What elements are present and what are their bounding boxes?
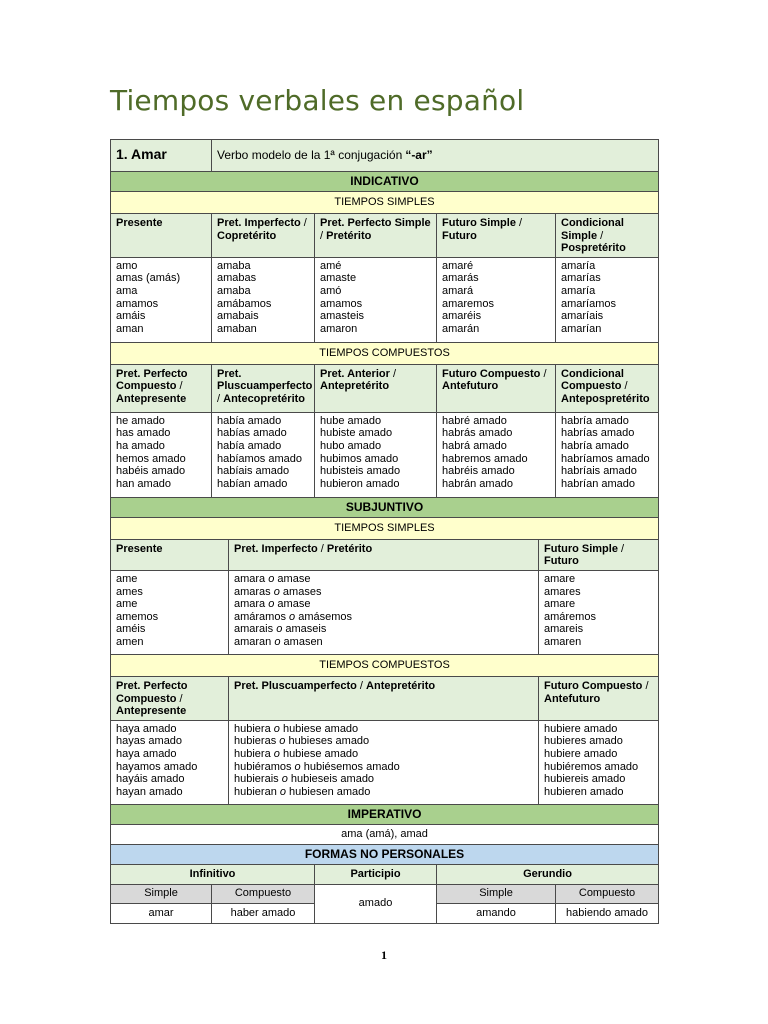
conjugation-forms: [315, 412, 437, 497]
conjugated-form: había amado: [217, 439, 282, 452]
conjugated-form: ha amado: [116, 439, 165, 452]
subjuntivo-compuestos-header: TIEMPOS COMPUESTOS: [111, 654, 659, 676]
conjugated-form: hubiera o hubiese amado: [234, 722, 359, 735]
infinitivo-header: Infinitivo: [111, 864, 315, 884]
conjugated-form: habríamos amado: [561, 452, 650, 465]
conjugated-form: hubimos amado: [320, 452, 399, 465]
conjugated-form: habrías amado: [561, 427, 635, 440]
imperativo-row: [111, 824, 659, 844]
conjugated-form: améis: [116, 623, 146, 636]
conjugated-form: habrá amado: [442, 439, 507, 452]
conjugated-form: he amado: [116, 414, 165, 427]
tense-header-row: [111, 364, 659, 412]
conjugated-form: amara o amase: [234, 572, 311, 585]
conjugated-form: habrán amado: [442, 477, 513, 490]
conjugated-form: hubieron amado: [320, 477, 400, 490]
conjugated-form: hayáis amado: [116, 773, 185, 786]
conjugated-form: amarían: [561, 322, 602, 335]
conjugated-form: había amado: [217, 414, 282, 427]
conjugated-form: habrían amado: [561, 477, 635, 490]
imperativo-forms: ama (amá), amad: [111, 824, 659, 844]
conjugation-row: [111, 257, 659, 342]
conjugated-form: ames: [116, 585, 143, 598]
conjugated-form: ama: [116, 284, 138, 297]
formas-no-personales-header: FORMAS NO PERSONALES: [111, 844, 659, 864]
page-number: 1: [381, 948, 387, 962]
tense-name: Futuro Simple / Futuro: [437, 214, 556, 258]
conjugated-form: amaras o amases: [234, 585, 322, 598]
conjugation-forms: [212, 257, 315, 342]
conjugation-forms: [539, 720, 659, 804]
conjugation-row: [111, 412, 659, 497]
conjugated-form: amarías: [561, 272, 601, 285]
conjugated-form: hubiste amado: [320, 427, 393, 440]
participio-header: Participio: [315, 864, 437, 884]
conjugated-form: hubiere amado: [544, 722, 618, 735]
conjugated-form: amáramos o amásemos: [234, 610, 353, 623]
conjugated-form: hubieres amado: [544, 735, 623, 748]
conjugation-forms: [556, 412, 659, 497]
conjugated-form: amamos: [320, 297, 363, 310]
conjugated-form: amaré: [442, 259, 474, 272]
gerundio-header: Gerundio: [437, 864, 659, 884]
conjugation-table: [110, 139, 659, 924]
conjugated-form: hube amado: [320, 414, 382, 427]
indicativo-header: INDICATIVO: [111, 172, 659, 192]
tense-header-row: [111, 214, 659, 258]
conjugated-form: amé: [320, 259, 342, 272]
conjugated-form: hayas amado: [116, 735, 183, 748]
conjugated-form: amabas: [217, 272, 257, 285]
conjugated-form: amas (amás): [116, 272, 181, 285]
conjugated-form: hubo amado: [320, 439, 382, 452]
conjugated-form: amen: [116, 635, 144, 648]
conjugated-form: habíais amado: [217, 465, 290, 478]
conjugated-form: amarais o amaseis: [234, 623, 327, 636]
tense-name: Pret. Perfecto Compuesto / Antepresente: [111, 364, 212, 412]
conjugated-form: haya amado: [116, 747, 177, 760]
gerundio-compuesto: habiendo amado: [556, 903, 659, 923]
conjugated-form: hubiere amado: [544, 747, 618, 760]
conjugated-form: amaron: [320, 322, 358, 335]
tense-name: Pret. Perfecto Compuesto / Antepresente: [111, 676, 229, 720]
conjugation-row: [111, 570, 659, 654]
conjugated-form: amabais: [217, 310, 259, 323]
formas-no-personales-groups: [111, 864, 659, 884]
conjugated-form: amaréis: [442, 310, 482, 323]
tense-name: Pret. Imperfecto / Pretérito: [229, 539, 539, 570]
conjugated-form: amaba: [217, 259, 251, 272]
gerundio-simple: amando: [437, 903, 556, 923]
infinitivo-compuesto-header: Compuesto: [212, 884, 315, 903]
conjugated-form: habría amado: [561, 414, 629, 427]
imperativo-header: IMPERATIVO: [111, 804, 659, 824]
conjugated-form: amara o amase: [234, 598, 311, 611]
conjugated-form: hubisteis amado: [320, 465, 401, 478]
conjugation-forms: [111, 570, 229, 654]
conjugated-form: amaríais: [561, 310, 604, 323]
tense-name: Presente: [111, 539, 229, 570]
conjugated-form: amaremos: [442, 297, 494, 310]
conjugated-form: amó: [320, 284, 342, 297]
conjugated-form: amáis: [116, 310, 146, 323]
infinitivo-simple: amar: [111, 903, 212, 923]
conjugated-form: has amado: [116, 427, 171, 440]
conjugated-form: amáremos: [544, 610, 596, 623]
subjuntivo-header: SUBJUNTIVO: [111, 497, 659, 517]
conjugated-form: ame: [116, 598, 138, 611]
conjugated-form: amábamos: [217, 297, 272, 310]
conjugated-form: amo: [116, 259, 138, 272]
tense-name: Pret. Imperfecto / Copretérito: [212, 214, 315, 258]
conjugated-form: amaría: [561, 284, 596, 297]
tense-name: Condicional Simple / Pospretérito: [556, 214, 659, 258]
conjugated-form: amareis: [544, 623, 584, 636]
conjugated-form: han amado: [116, 477, 172, 490]
conjugated-form: amaría: [561, 259, 596, 272]
conjugated-form: amaban: [217, 322, 257, 335]
conjugated-form: amamos: [116, 297, 159, 310]
conjugated-form: amaren: [544, 635, 582, 648]
conjugation-forms: [437, 412, 556, 497]
conjugated-form: habías amado: [217, 427, 287, 440]
conjugation-forms: [229, 720, 539, 804]
conjugated-form: amaran o amasen: [234, 635, 323, 648]
conjugated-form: hubierais o hubieseis amado: [234, 773, 375, 786]
tense-name: Futuro Compuesto / Antefuturo: [539, 676, 659, 720]
conjugation-forms: [437, 257, 556, 342]
tense-name: Pret. Pluscuamperfecto / Antecopretérito: [212, 364, 315, 412]
tense-name: Futuro Simple / Futuro: [539, 539, 659, 570]
tense-name: Condicional Compuesto / Antepospretérito: [556, 364, 659, 412]
conjugated-form: amemos: [116, 610, 159, 623]
tense-name: Pret. Perfecto Simple / Pretérito: [315, 214, 437, 258]
conjugated-form: amaste: [320, 272, 357, 285]
conjugated-form: habré amado: [442, 414, 507, 427]
tense-name: Pret. Pluscuamperfecto / Antepretérito: [229, 676, 539, 720]
conjugated-form: amare: [544, 598, 576, 611]
conjugated-form: haya amado: [116, 722, 177, 735]
conjugated-form: amare: [544, 572, 576, 585]
conjugated-form: amará: [442, 284, 474, 297]
conjugated-form: hubiereis amado: [544, 773, 626, 786]
conjugated-form: habréis amado: [442, 465, 515, 478]
conjugation-forms: [229, 570, 539, 654]
conjugation-forms: [111, 412, 212, 497]
conjugated-form: amaba: [217, 284, 251, 297]
conjugation-forms: [556, 257, 659, 342]
tense-name: Presente: [111, 214, 212, 258]
conjugated-form: amasteis: [320, 310, 365, 323]
gerundio-compuesto-header: Compuesto: [556, 884, 659, 903]
verb-name: 1. Amar: [111, 140, 212, 172]
conjugated-form: hemos amado: [116, 452, 186, 465]
conjugated-form: aman: [116, 322, 144, 335]
conjugated-form: amarán: [442, 322, 480, 335]
conjugated-form: hubieras o hubieses amado: [234, 735, 370, 748]
conjugation-forms: [539, 570, 659, 654]
indicativo-simples-header: TIEMPOS SIMPLES: [111, 192, 659, 214]
participio-value: amado: [315, 884, 437, 923]
conjugated-form: hayamos amado: [116, 760, 198, 773]
verb-description: Verbo modelo de la 1ª conjugación “-ar”: [212, 140, 659, 172]
page-title: Tiempos verbales en español: [110, 84, 525, 117]
gerundio-simple-header: Simple: [437, 884, 556, 903]
infinitivo-simple-header: Simple: [111, 884, 212, 903]
infinitivo-compuesto: haber amado: [212, 903, 315, 923]
conjugated-form: hubiéremos amado: [544, 760, 639, 773]
conjugation-forms: [111, 257, 212, 342]
conjugated-form: habría amado: [561, 439, 629, 452]
conjugation-forms: [212, 412, 315, 497]
formas-no-personales-subheaders: [111, 884, 659, 903]
tense-name: Pret. Anterior / Antepretérito: [315, 364, 437, 412]
conjugated-form: ame: [116, 572, 138, 585]
conjugated-form: habríais amado: [561, 465, 637, 478]
conjugated-form: hubiera o hubiese amado: [234, 747, 359, 760]
conjugated-form: habíamos amado: [217, 452, 302, 465]
conjugated-form: amarás: [442, 272, 479, 285]
conjugated-form: hubiéramos o hubiésemos amado: [234, 760, 400, 773]
conjugated-form: habían amado: [217, 477, 288, 490]
tense-header-row: [111, 676, 659, 720]
conjugated-form: amaríamos: [561, 297, 617, 310]
indicativo-compuestos-header: TIEMPOS COMPUESTOS: [111, 342, 659, 364]
subjuntivo-simples-header: TIEMPOS SIMPLES: [111, 517, 659, 539]
conjugated-form: hubieran o hubiesen amado: [234, 785, 371, 798]
tense-name: Futuro Compuesto / Antefuturo: [437, 364, 556, 412]
conjugated-form: habrás amado: [442, 427, 513, 440]
conjugated-form: amares: [544, 585, 581, 598]
conjugated-form: habremos amado: [442, 452, 528, 465]
conjugated-form: hayan amado: [116, 785, 183, 798]
conjugated-form: hubieren amado: [544, 785, 624, 798]
conjugation-forms: [315, 257, 437, 342]
tense-header-row: [111, 539, 659, 570]
conjugation-forms: [111, 720, 229, 804]
conjugated-form: habéis amado: [116, 465, 186, 478]
conjugation-row: [111, 720, 659, 804]
verb-title-row: [111, 140, 659, 172]
